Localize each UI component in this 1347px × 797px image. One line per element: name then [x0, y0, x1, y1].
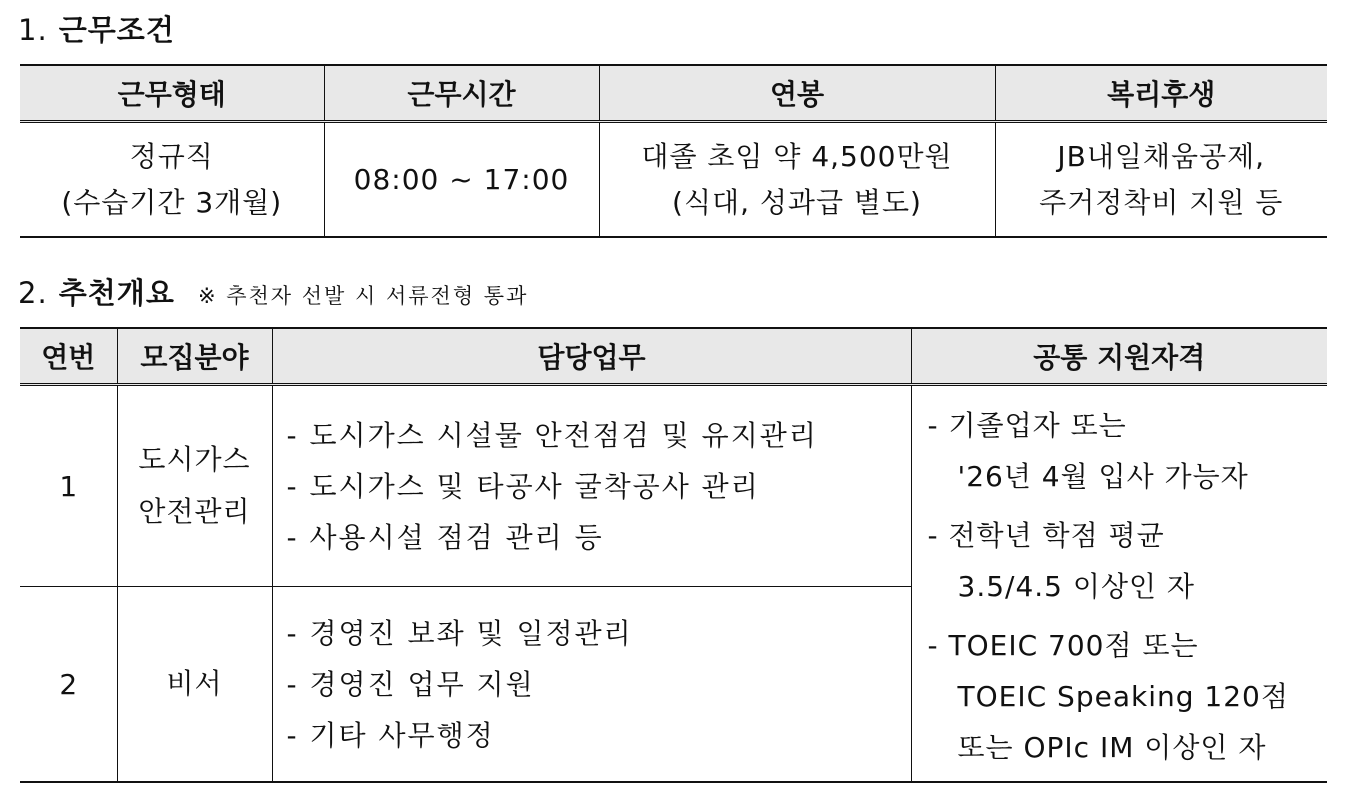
qualification-line: 또는 OPIc IM 이상인 자 — [957, 731, 1267, 764]
row-duties — [272, 385, 911, 587]
row-duties — [272, 587, 911, 782]
field-line: 안전관리 — [138, 495, 251, 529]
header-salary: 연봉 — [599, 65, 995, 122]
header-field: 모집분야 — [117, 328, 272, 385]
qualification-line: TOEIC Speaking 120점 — [957, 680, 1289, 713]
cell-benefits — [995, 122, 1327, 238]
table-header-row — [20, 65, 1327, 122]
row-field — [117, 385, 272, 587]
qualification-line: - 전학년 학점 평균 — [927, 519, 1165, 552]
section2-heading: 추천개요 — [58, 276, 175, 310]
qualification-line: 3.5/4.5 이상인 자 — [957, 570, 1195, 603]
benefits-line: 주거정착비 지원 등 — [1039, 185, 1284, 219]
table-header-row — [20, 328, 1327, 385]
qualification-item — [928, 400, 1328, 502]
qualification-line: '26년 4월 입사 가능자 — [957, 460, 1249, 493]
qualification-line: - 기졸업자 또는 — [927, 409, 1127, 442]
field-line: 비서 — [166, 667, 223, 701]
header-employment-type: 근무형태 — [20, 65, 324, 122]
employment-type-line: 정규직 — [129, 139, 214, 173]
recommendation-table — [20, 327, 1327, 783]
salary-line: 대졸 초임 약 4,500만원 — [641, 139, 953, 173]
duty-item: - 기타 사무행정 — [286, 718, 495, 752]
header-qualifications: 공통 지원자격 — [911, 328, 1327, 385]
qualification-line: - TOEIC 700점 또는 — [927, 629, 1199, 662]
salary-line: (식대, 성과급 별도) — [672, 185, 922, 219]
work-conditions-table — [20, 64, 1327, 238]
section1-heading: 근무조건 — [58, 13, 175, 47]
work-hours-value: 08:00 ~ 17:00 — [353, 162, 570, 196]
duty-item: - 도시가스 시설물 안전점검 및 유지관리 — [286, 418, 818, 452]
cell-employment-type — [20, 122, 324, 238]
section2-number: 2. — [18, 276, 48, 310]
benefits-line: JB내일채움공제, — [1057, 139, 1266, 173]
duty-item: - 사용시설 점검 관리 등 — [286, 520, 604, 554]
header-number: 연번 — [20, 328, 117, 385]
row-number: 2 — [59, 667, 78, 701]
duty-item: - 경영진 업무 지원 — [286, 667, 535, 701]
table-row — [20, 122, 1327, 238]
header-duties: 담당업무 — [272, 328, 911, 385]
duty-item: - 경영진 보좌 및 일정관리 — [286, 616, 633, 650]
section1-number: 1. — [18, 13, 48, 47]
header-benefits: 복리후생 — [995, 65, 1327, 122]
cell-work-hours — [324, 122, 599, 238]
table-row — [20, 385, 1327, 587]
employment-type-line: (수습기간 3개월) — [61, 185, 283, 219]
row-field — [117, 587, 272, 782]
section1-title — [18, 8, 175, 49]
header-work-hours: 근무시간 — [324, 65, 599, 122]
row-number: 1 — [20, 385, 117, 587]
cell-salary — [599, 122, 995, 238]
duty-item: - 도시가스 및 타공사 굴착공사 관리 — [286, 469, 760, 503]
section2-note: ※ 추천자 선발 시 서류전형 통과 — [197, 284, 529, 308]
qualification-item — [928, 510, 1328, 612]
qualification-item — [928, 620, 1328, 773]
field-line: 도시가스 — [138, 443, 251, 477]
common-qualifications — [911, 385, 1327, 783]
section2-title — [18, 271, 528, 312]
